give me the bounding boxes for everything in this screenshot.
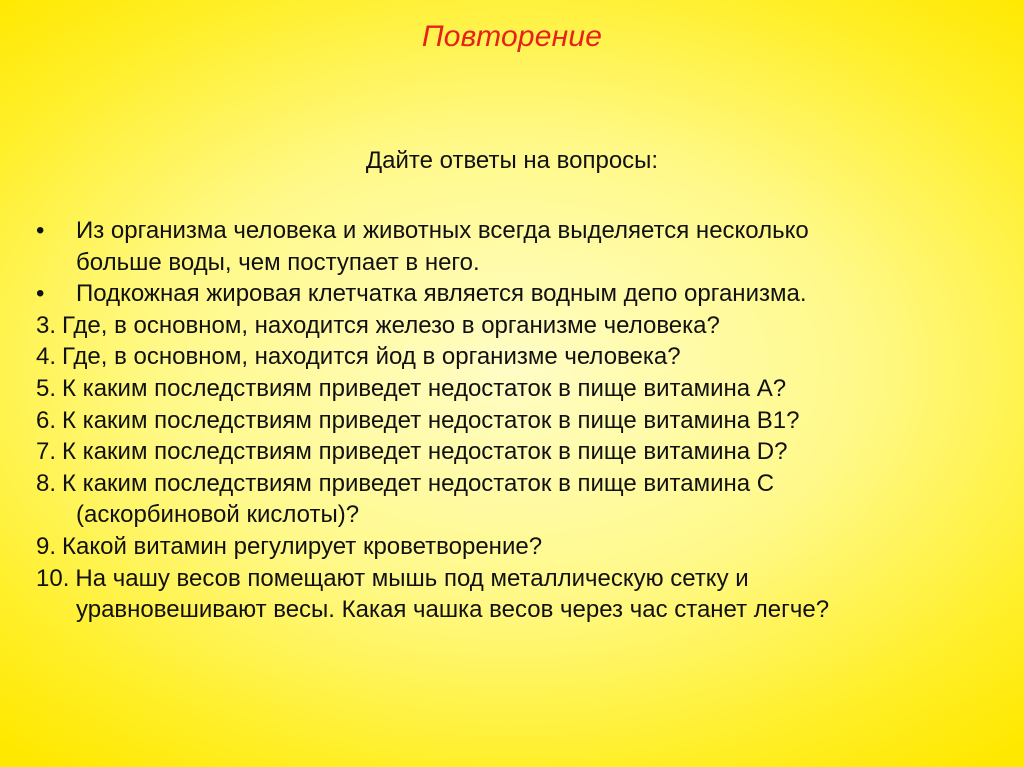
list-item-text <box>76 215 996 278</box>
list-item-text: Какой витамин регулирует кроветворение? <box>62 532 543 560</box>
list-item-line: больше воды, чем поступает в него. <box>76 248 480 276</box>
list-item <box>36 436 996 468</box>
list-item <box>36 310 996 342</box>
list-item-text: К каким последствиям приведет недостаток в пище витамина D? <box>62 438 788 466</box>
list-item <box>36 278 996 310</box>
bullet-marker: • <box>36 217 45 244</box>
list-item-text: К каким последствиям приведет недостаток в пище витамина А? <box>62 374 787 402</box>
number-marker: 9. <box>36 532 57 560</box>
list-item <box>36 373 996 405</box>
bullet-marker: • <box>36 280 45 308</box>
list-item-text: Где, в основном, находится железо в организме человека? <box>62 311 720 339</box>
number-marker: 8. <box>36 469 57 497</box>
list-item-line: (аскорбиновой кислоты)? <box>76 501 360 529</box>
list-item-line: уравновешивают весы. Какая чашка весов через час станет легче? <box>76 596 830 624</box>
list-item-text: Где, в основном, находится йод в организме человека? <box>62 343 681 371</box>
list-item <box>36 215 996 278</box>
list-item <box>36 405 996 437</box>
number-marker: 4. <box>36 343 57 371</box>
list-item-line: На чашу весов помещают мышь под металлическую сетку и <box>75 564 749 592</box>
slide-title: Повторение <box>421 20 603 53</box>
number-marker: 3. <box>36 311 57 339</box>
list-item <box>36 531 996 563</box>
list-item <box>36 563 996 626</box>
list-item-text: Подкожная жировая клетчатка является водным депо организма. <box>76 280 807 308</box>
list-item-line: Из организма человека и животных всегда выделяется несколько <box>76 217 809 244</box>
number-marker: 7. <box>36 438 57 466</box>
number-marker: 6. <box>36 406 57 434</box>
list-item <box>36 341 996 373</box>
number-marker: 5. <box>36 374 57 402</box>
question-list <box>36 215 996 626</box>
list-item <box>36 468 996 531</box>
list-item-line: К каким последствиям приведет недостаток в пище витамина С <box>62 469 775 497</box>
slide-subtitle: Дайте ответы на вопросы: <box>365 147 659 174</box>
number-marker: 10. <box>36 564 70 592</box>
list-item-text: К каким последствиям приведет недостаток в пище витамина В1? <box>62 406 800 434</box>
